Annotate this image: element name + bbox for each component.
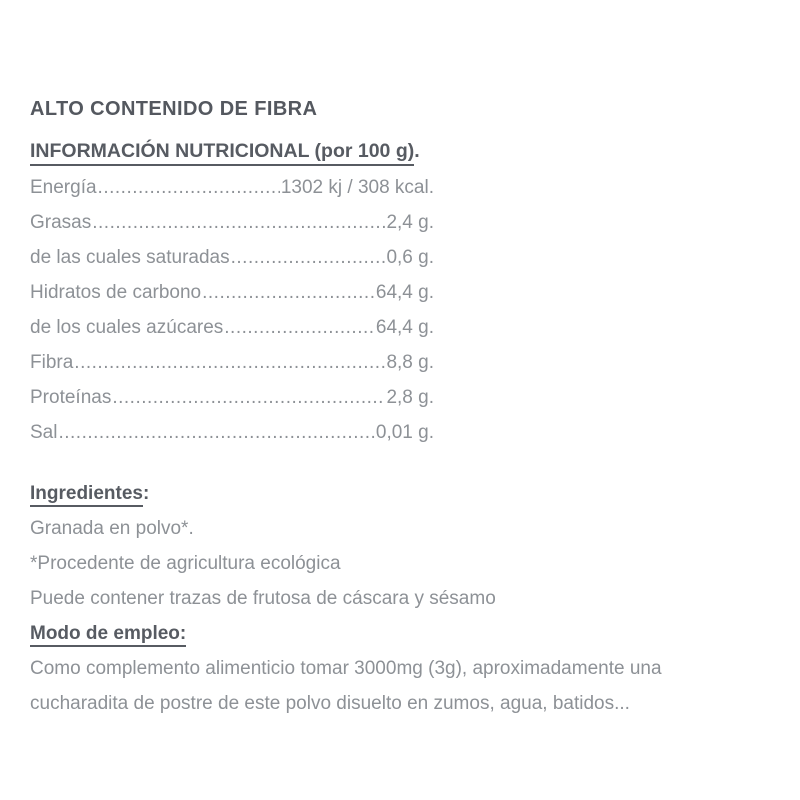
ingredients-heading [30,476,770,511]
ingredients-heading-suffix: : [142,483,150,504]
nutrient-label: de las cuales saturadas [30,247,230,268]
nutrient-label: Fibra [30,352,74,373]
dot-leader [112,380,385,415]
nutrition-row [30,415,434,450]
dot-leader [74,345,385,380]
nutrition-title [30,138,770,165]
nutrient-value: 2,4 g. [386,212,434,233]
nutrient-label: Sal [30,422,58,443]
usage-line: cucharadita de postre de este polvo disuelto en zumos, agua, batidos... [30,693,630,714]
nutrition-title-suffix: . [414,140,420,162]
ingredients-section [30,476,770,616]
ingredients-line: Granada en polvo*. [30,518,194,539]
nutrient-value: 2,8 g. [386,387,434,408]
nutrient-value: 8,8 g. [386,352,434,373]
ingredients-heading-text: Ingredientes [30,483,143,507]
dot-leader [202,275,375,310]
nutrition-row [30,275,434,310]
nutrient-value: 64,4 g. [375,282,434,303]
nutrient-label: de los cuales azúcares [30,317,224,338]
dot-leader [58,415,374,450]
usage-heading-text: Modo de empleo: [30,623,186,647]
dot-leader [98,170,280,205]
nutrient-value: 1302 kj / 308 kcal. [280,177,434,198]
traces-note-line: Puede contener trazas de frutosa de cáscara y sésamo [30,588,496,609]
dot-leader [224,310,375,345]
dot-leader [231,240,386,275]
usage-line: Como complemento alimenticio tomar 3000mg (3g), aproximadamente una [30,658,662,679]
nutrient-value: 64,4 g. [375,317,434,338]
nutrition-row [30,310,434,345]
nutrient-label: Proteínas [30,387,112,408]
nutrient-label: Energía [30,177,97,198]
nutrient-label: Grasas [30,212,92,233]
nutrition-row [30,240,434,275]
nutrition-row [30,205,434,240]
usage-section [30,616,770,721]
nutrition-row [30,170,434,205]
nutrition-row [30,345,434,380]
dot-leader [92,205,385,240]
nutrient-value: 0,6 g. [386,247,434,268]
usage-heading [30,616,770,651]
nutrition-title-text: INFORMACIÓN NUTRICIONAL (por 100 g) [30,140,414,166]
nutrient-label: Hidratos de carbono [30,282,202,303]
nutrition-row [30,380,434,415]
organic-note-line: *Procedente de agricultura ecológica [30,553,341,574]
nutrient-value: 0,01 g. [375,422,434,443]
claim-heading: ALTO CONTENIDO DE FIBRA [30,98,318,120]
nutrition-table [30,170,434,450]
